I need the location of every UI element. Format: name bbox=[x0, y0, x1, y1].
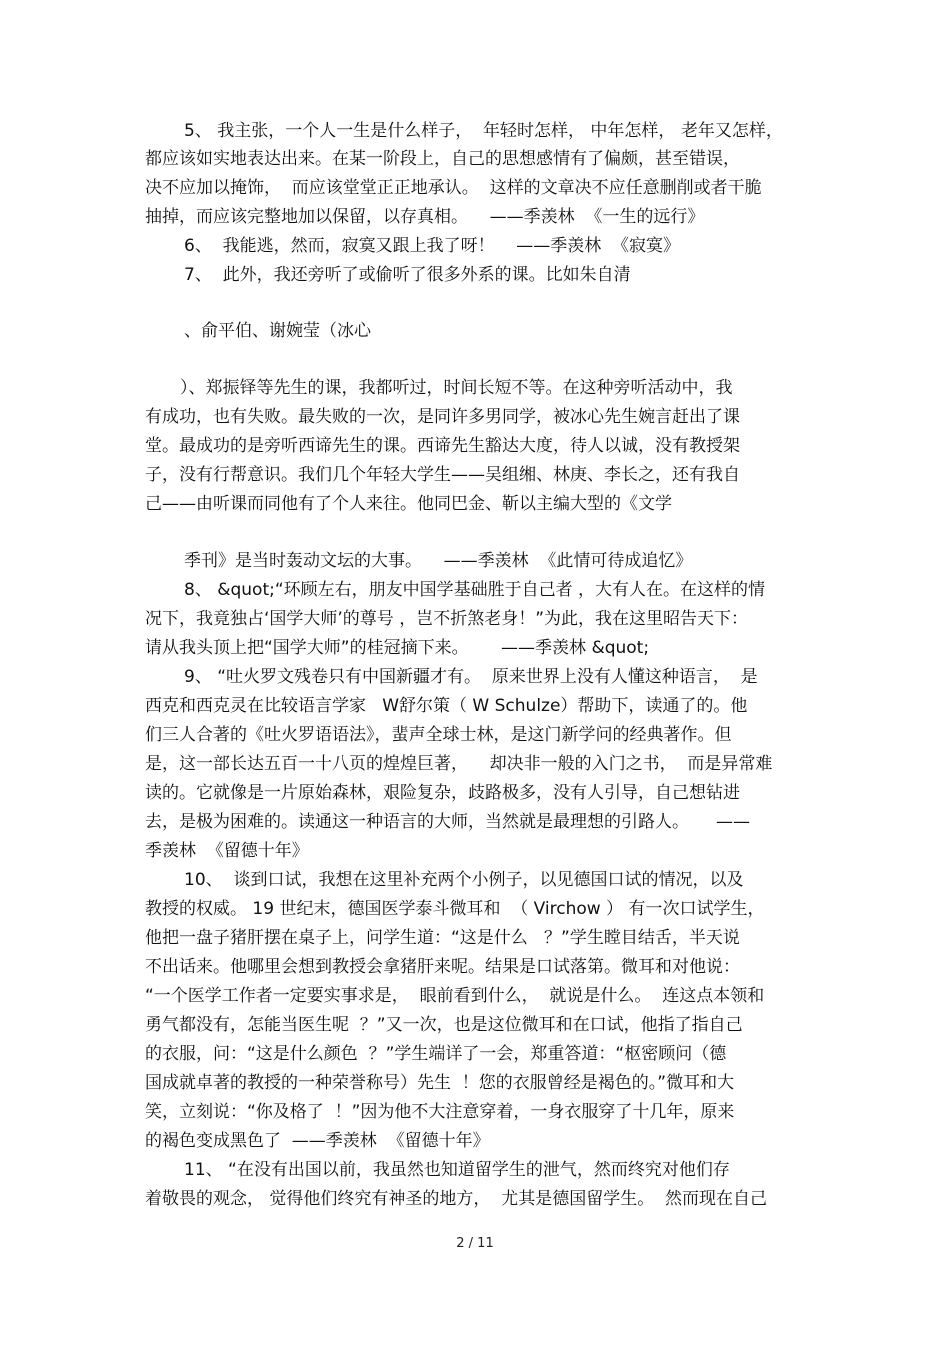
text-line: 己——由听课而同他有了个人来往。他同巴金、靳以主编大型的《文学 bbox=[145, 494, 672, 514]
text-line: 请从我头顶上把“国学大师”的桂冠摘下来。 ——季羡林 &quot; bbox=[145, 638, 650, 658]
text-line: 6、 我能逃，然而，寂寞又跟上我了呀！ ——季羡林 《寂寞》 bbox=[184, 236, 681, 256]
text-line: 堂。最成功的是旁听西谛先生的课。西谛先生豁达大度，待人以诚，没有教授架 bbox=[145, 436, 740, 456]
text-line: 5、 我主张，一个人一生是什么样子， 年轻时怎样， 中年怎样， 老年又怎样， bbox=[184, 121, 783, 141]
text-line: 季羡林 《留德十年》 bbox=[145, 841, 309, 861]
text-line: “一个医学工作者一定要实事求是， 眼前看到什么， 就说是什么。 连这点本领和 bbox=[145, 986, 765, 1006]
text-line: 都应该如实地表达出来。在某一阶段上，自己的思想感情有了偏颇，甚至错误， bbox=[145, 149, 740, 169]
text-line: 是，这一部长达五百一十八页的煌煌巨著， 却决非一般的入门之书， 而是异常难 bbox=[145, 754, 773, 774]
text-line: 11、 “在没有出国以前，我虽然也知道留学生的泄气，然而终究对他们存 bbox=[184, 1160, 730, 1180]
text-line: 的褐色变成黑色了 ——季羡林 《留德十年》 bbox=[145, 1131, 490, 1151]
text-line: 不出话来。他哪里会想到教授会拿猪肝来呢。结果是口试落第。微耳和对他说： bbox=[145, 957, 740, 977]
text-line: 抽掉，而应该完整地加以保留，以存真相。 ——季羡林 《一生的远行》 bbox=[145, 207, 705, 227]
text-line: 教授的权威。 19 世纪末，德国医学泰斗微耳和 （ Virchow ） 有一次口试学生， bbox=[145, 899, 765, 919]
text-line: 笑，立刻说：“你及格了 ！”因为他不大注意穿着，一身衣服穿了十几年，原来 bbox=[145, 1102, 735, 1122]
text-line: 们三人合著的《吐火罗语语法》，蜚声全球士林，是这门新学问的经典著作。但 bbox=[145, 725, 732, 745]
page-number: 2 / 11 bbox=[456, 1236, 494, 1251]
text-line: ）、郑振铎等先生的课，我都听过，时间长短不等。在这种旁听活动中，我 bbox=[180, 378, 733, 398]
text-line: 读的。它就像是一片原始森林，艰险复杂，歧路极多，没有人引导，自己想钻进 bbox=[145, 783, 740, 803]
text-line: 季刊》是当时轰动文坛的大事。 ——季羡林 《此情可待成追忆》 bbox=[184, 551, 693, 571]
text-line: 、俞平伯、谢婉莹（冰心 bbox=[184, 321, 371, 341]
text-line: 他把一盘子猪肝摆在桌子上，问学生道：“这是什么 ？”学生瞠目结舌，半天说 bbox=[145, 928, 740, 948]
text-line: 子，没有行帮意识。我们几个年轻大学生——吴组缃、林庚、李长之，还有我自 bbox=[145, 465, 740, 485]
text-line: 勇气都没有，怎能当医生呢 ？”又一次，也是这位微耳和在口试，他指了指自己 bbox=[145, 1015, 743, 1035]
text-line: 况下，我竟独占‘国学大师’的尊号 ，岂不折煞老身！”为此，我在这里昭告天下： bbox=[145, 609, 749, 629]
text-line: 决不应加以掩饰， 而应该堂堂正正地承认。 这样的文章决不应任意删削或者干脆 bbox=[145, 178, 762, 198]
text-line: 9、 “吐火罗文残卷只有中国新疆才有。 原来世界上没有人懂这种语言， 是 bbox=[184, 667, 758, 687]
text-line: 国成就卓著的教授的一种荣誉称号）先生 ！您的衣服曾经是褐色的。”微耳和大 bbox=[145, 1073, 735, 1093]
text-line: 有成功，也有失败。最失败的一次，是同许多男同学，被冰心先生婉言赶出了课 bbox=[145, 407, 740, 427]
text-line: 去，是极为困难的。读通这一种语言的大师，当然就是最理想的引路人。 —— bbox=[145, 812, 751, 832]
text-line: 的衣服，问：“这是什么颜色 ？”学生端详了一会，郑重答道：“枢密顾问（德 bbox=[145, 1044, 727, 1064]
text-line: 8、 &quot;“环顾左右，朋友中国学基础胜于自己者 ，大有人在。在这样的情 bbox=[184, 580, 766, 600]
text-line: 10、 谈到口试，我想在这里补充两个小例子，以见德国口试的情况，以及 bbox=[184, 870, 744, 890]
text-line: 西克和西克灵在比较语言学家 W舒尔策（ W Schulze）帮助下，读通了的。他 bbox=[145, 696, 748, 716]
text-line: 7、 此外，我还旁听了或偷听了很多外系的课。比如朱自清 bbox=[184, 265, 631, 285]
text-line: 着敬畏的观念， 觉得他们终究有神圣的地方， 尤其是德国留学生。 然而现在自己 bbox=[145, 1189, 768, 1209]
